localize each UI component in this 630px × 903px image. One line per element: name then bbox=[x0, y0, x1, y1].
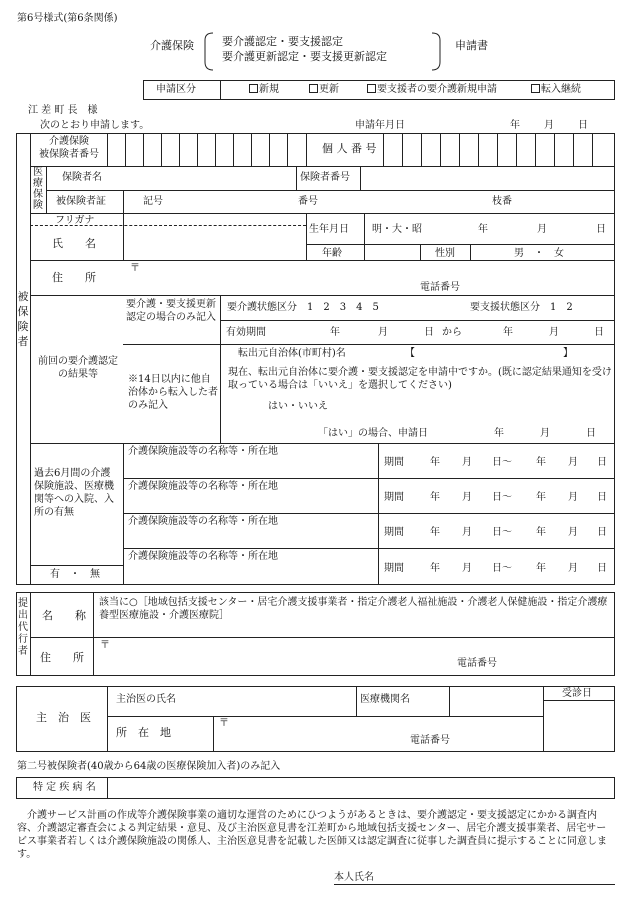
insurer-number-label: 保険者番号 bbox=[300, 172, 350, 183]
birth-era: 明・大・昭 bbox=[372, 224, 422, 235]
facility-row-label: 介護保険施設等の名称等・所在地 bbox=[128, 446, 278, 457]
agent-phone: 電話番号 bbox=[457, 658, 497, 669]
facility-row-label: 介護保険施設等の名称等・所在地 bbox=[128, 516, 278, 527]
facility-presence[interactable]: 有 ・ 無 bbox=[50, 569, 100, 580]
doctor-table bbox=[16, 686, 615, 752]
form-number: 第6号様式(第6条関係) bbox=[17, 13, 118, 24]
yes-no-options[interactable]: はい・いいえ bbox=[268, 401, 328, 412]
period-month: 月 bbox=[568, 492, 578, 503]
date-month: 月 bbox=[544, 120, 554, 131]
period-label: 期間 bbox=[384, 457, 404, 468]
address-postal: 〒 bbox=[130, 263, 140, 274]
care-level[interactable]: 要介護状態区分 1 2 3 4 5 bbox=[227, 302, 379, 313]
period-year: 年 bbox=[430, 457, 440, 468]
period-label: 期間 bbox=[384, 492, 404, 503]
title-line1: 要介護認定・要支援認定 bbox=[222, 35, 343, 48]
sex-label: 性別 bbox=[435, 248, 455, 259]
period-year: 年 bbox=[430, 492, 440, 503]
agent-type-options[interactable]: 該当に○［地域包括支援センター・居宅介護支援事業者・指定介護老人福祉施設・介護老人保健施設・指定介護療養型医療施設・介護医療院］ bbox=[99, 597, 608, 621]
period-year: 年 bbox=[536, 527, 546, 538]
agent-postal: 〒 bbox=[100, 640, 110, 651]
validity-label: 有効期間 bbox=[226, 327, 266, 338]
period-month: 月 bbox=[568, 527, 578, 538]
transfer-only-label: ※14日以内に他自治体から転入した者のみ記入 bbox=[128, 374, 218, 411]
title-line2: 要介護更新認定・要支援更新認定 bbox=[222, 50, 387, 63]
period-month: 月 bbox=[462, 492, 472, 503]
name-label: 氏 名 bbox=[52, 237, 96, 250]
signature-label: 本人氏名 bbox=[334, 872, 374, 883]
period-range: 日〜 bbox=[492, 527, 512, 538]
date-day: 日 bbox=[578, 120, 588, 131]
personal-number-label: 個 人 番 号 bbox=[322, 142, 377, 155]
agent-name-label: 名 称 bbox=[42, 609, 86, 622]
period-day: 日 bbox=[597, 527, 607, 538]
title-suffix: 申請書 bbox=[455, 39, 488, 52]
doctor-location-label: 所 在 地 bbox=[116, 726, 171, 739]
birth-label: 生年月日 bbox=[309, 224, 349, 235]
symbol-label: 記号 bbox=[143, 196, 163, 207]
period-day: 日 bbox=[597, 492, 607, 503]
support-level[interactable]: 要支援状態区分 1 2 bbox=[470, 302, 573, 313]
period-label: 期間 bbox=[384, 527, 404, 538]
validity-to-month: 月 bbox=[549, 327, 559, 338]
validity-to-day: 日 bbox=[594, 327, 604, 338]
facility-label: 過去6月間の介護保険施設、医療機関等への入院、入所の有無 bbox=[34, 468, 114, 518]
addressee: 江 差 町 長 様 bbox=[28, 105, 98, 116]
period-month: 月 bbox=[568, 457, 578, 468]
period-day: 日 bbox=[597, 563, 607, 574]
doctor-name-label: 主治医の氏名 bbox=[116, 694, 176, 705]
validity-from-month: 月 bbox=[378, 327, 388, 338]
agent-side-label: 提出代行者 bbox=[18, 598, 28, 657]
doctor-postal: 〒 bbox=[219, 718, 229, 729]
period-year: 年 bbox=[430, 563, 440, 574]
sex-options[interactable]: 男 ・ 女 bbox=[514, 248, 564, 259]
birth-year: 年 bbox=[478, 224, 488, 235]
title-prefix: 介護保険 bbox=[150, 39, 194, 52]
doctor-label: 主 治 医 bbox=[36, 711, 91, 724]
disease-box[interactable] bbox=[16, 777, 615, 799]
insurance-card-label: 被保険者証 bbox=[56, 196, 106, 207]
validity-to-year: 年 bbox=[503, 327, 513, 338]
period-month: 月 bbox=[568, 563, 578, 574]
checkbox-new[interactable]: 新規 bbox=[249, 84, 279, 95]
period-label: 期間 bbox=[384, 563, 404, 574]
transfer-origin-label: 転出元自治体(市町村)名 bbox=[238, 348, 346, 359]
period-month: 月 bbox=[462, 563, 472, 574]
validity-from-year: 年 bbox=[330, 327, 340, 338]
address-label: 住 所 bbox=[52, 271, 96, 284]
date-year: 年 bbox=[510, 120, 520, 131]
period-month: 月 bbox=[462, 457, 472, 468]
period-year: 年 bbox=[536, 492, 546, 503]
checkbox-support-to-care[interactable]: 要支援者の要介護新規申請 bbox=[367, 84, 497, 95]
birth-month: 月 bbox=[537, 224, 547, 235]
branch-label: 枝番 bbox=[492, 196, 512, 207]
if-yes-day: 日 bbox=[586, 428, 596, 439]
checkbox-renewal[interactable]: 更新 bbox=[309, 84, 339, 95]
intro-text: 次のとおり申請します。 bbox=[40, 120, 150, 131]
insured-side-label: 被保険者 bbox=[17, 290, 29, 348]
period-year: 年 bbox=[536, 457, 546, 468]
bracket-close: 】 bbox=[563, 348, 573, 359]
category-label: 申請区分 bbox=[156, 84, 196, 95]
if-yes-year: 年 bbox=[494, 428, 504, 439]
facility-row-label: 介護保険施設等の名称等・所在地 bbox=[128, 551, 278, 562]
if-yes-label: 「はい」の場合、申請日 bbox=[318, 428, 428, 439]
institution-label: 医療機関名 bbox=[360, 694, 410, 705]
application-date-label: 申請年月日 bbox=[355, 120, 405, 131]
consent-text: 介護サービス計画の作成等介護保険事業の適切な運営のためにひつようがあるときは、要介護認定・要支援認定にかかる調査内容、介護認定審査会による判定結果・意見、及び主治医意見書を江差町から地域包括支援センター、居宅介護支援事業者、居宅サービス事業者若しくは介護保険施設の関係人、主治医意見書を記載した医師又は認定調査に従事した調査員に提示することに同意します。 bbox=[17, 810, 607, 860]
agent-address-label: 住 所 bbox=[40, 651, 84, 664]
doctor-phone: 電話番号 bbox=[410, 735, 450, 746]
birth-day: 日 bbox=[596, 224, 606, 235]
facility-row-label: 介護保険施設等の名称等・所在地 bbox=[128, 481, 278, 492]
signature-line[interactable] bbox=[334, 884, 615, 885]
validity-from: から bbox=[442, 327, 462, 338]
period-range: 日〜 bbox=[492, 457, 512, 468]
period-year: 年 bbox=[536, 563, 546, 574]
previous-result-label: 前回の要介護認定の結果等 bbox=[38, 356, 118, 380]
disease-label: 特 定 疾 病 名 bbox=[33, 782, 96, 793]
visit-date-label: 受診日 bbox=[562, 688, 592, 699]
address-phone: 電話番号 bbox=[420, 282, 460, 293]
transfer-question: 現在、転出元自治体に要介護・要支援認定を申請中ですか。(既に認定結果通知を受け取っている場合は「いいえ」を選択してください) bbox=[228, 367, 612, 391]
renewal-only-label: 要介護・要支援更新認定の場合のみ記入 bbox=[126, 299, 216, 323]
furigana-label: フリガナ bbox=[55, 215, 95, 226]
period-day: 日 bbox=[597, 457, 607, 468]
period-range: 日〜 bbox=[492, 492, 512, 503]
if-yes-month: 月 bbox=[540, 428, 550, 439]
bracket-open: 【 bbox=[405, 348, 415, 359]
checkbox-transfer[interactable]: 転入継続 bbox=[531, 84, 581, 95]
insured-number-label: 介護保険 被保険者番号 bbox=[39, 136, 99, 160]
validity-from-day: 日 bbox=[424, 327, 434, 338]
age-label: 年齢 bbox=[322, 248, 342, 259]
secondary-note: 第二号被保険者(40歳から64歳の医療保険加入者)のみ記入 bbox=[17, 761, 281, 772]
number-label: 番号 bbox=[298, 196, 318, 207]
period-range: 日〜 bbox=[492, 563, 512, 574]
period-month: 月 bbox=[462, 527, 472, 538]
medical-side-label: 医療保険 bbox=[33, 167, 43, 211]
period-year: 年 bbox=[430, 527, 440, 538]
insurer-name-label: 保険者名 bbox=[62, 172, 102, 183]
